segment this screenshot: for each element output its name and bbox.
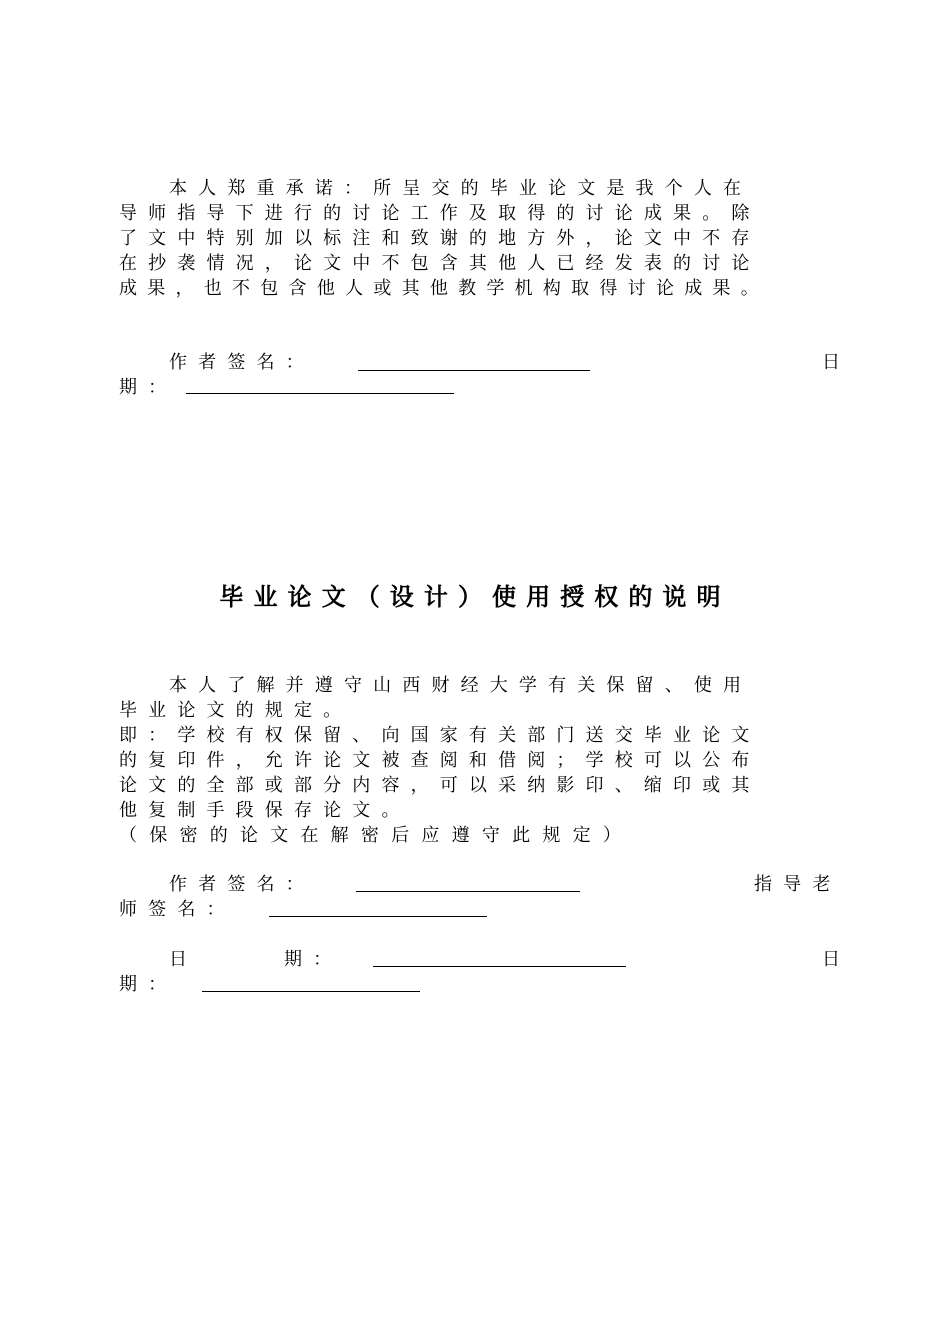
authorization-line-1: 本人了解并遵守山西财经大学有关保留、使用 [169, 675, 753, 696]
declaration-line-2: 导师指导下进行的讨论工作及取得的讨论成果。除 [119, 203, 761, 224]
auth-date-b-part1: 日 [822, 949, 852, 970]
auth-date-a-part1: 日 [169, 949, 199, 970]
auth-date-b-part2: 期： [119, 974, 178, 995]
author-signature-line[interactable] [358, 370, 590, 371]
author-signature-label: 作者签名： [169, 352, 315, 373]
auth-date-b-line[interactable] [202, 991, 420, 992]
auth-author-signature-line[interactable] [356, 891, 580, 892]
declaration-line-4: 在抄袭情况，论文中不包含其他人已经发表的讨论 [119, 253, 761, 274]
authorization-line-5: 论文的全部或部分内容，可以采纳影印、缩印或其 [119, 775, 761, 796]
date-label-part1: 日 [822, 352, 852, 373]
advisor-label-part2: 师签名： [119, 899, 236, 920]
authorization-line-3: 即：学校有权保留、向国家有关部门送交毕业论文 [119, 725, 761, 746]
declaration-line-5: 成果，也不包含他人或其他教学机构取得讨论成果。 [119, 278, 769, 299]
date-label-part2: 期： [119, 377, 178, 398]
authorization-line-4: 的复印件，允许论文被查阅和借阅；学校可以公布 [119, 750, 761, 771]
advisor-label-part1: 指导老 [754, 874, 842, 895]
declaration-line-1: 本人郑重承诺：所呈交的毕业论文是我个人在 [169, 178, 753, 199]
authorization-line-7: （保密的论文在解密后应遵守此规定） [119, 825, 634, 846]
authorization-line-2: 毕业论文的规定。 [119, 700, 353, 721]
authorization-title: 毕业论文（设计）使用授权的说明 [219, 583, 731, 611]
auth-date-a-line[interactable] [373, 966, 626, 967]
advisor-signature-line[interactable] [269, 916, 487, 917]
authorization-line-6: 他复制手段保存论文。 [119, 800, 411, 821]
date-line[interactable] [186, 393, 454, 394]
auth-date-a-part2: 期： [284, 949, 343, 970]
declaration-line-3: 了文中特别加以标注和致谢的地方外，论文中不存 [119, 228, 761, 249]
auth-author-signature-label: 作者签名： [169, 874, 315, 895]
